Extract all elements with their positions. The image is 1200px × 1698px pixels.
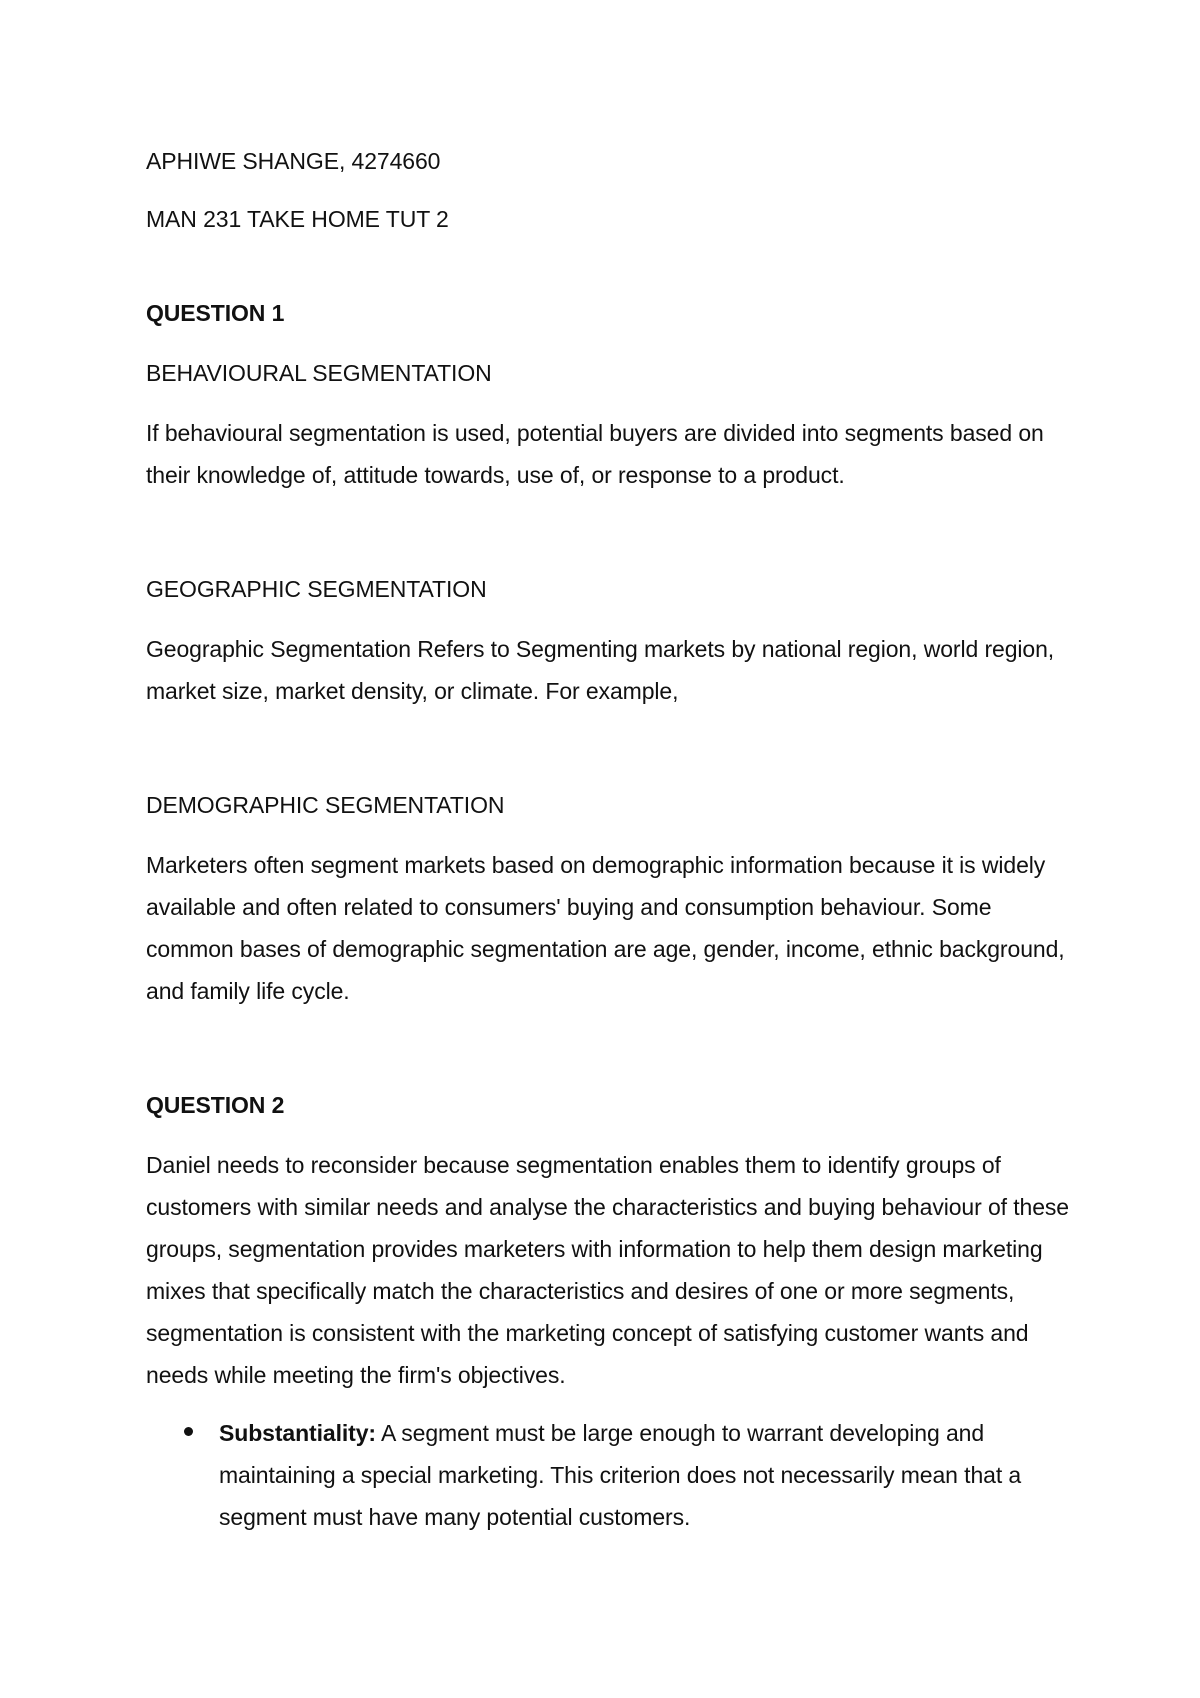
geographic-body: Geographic Segmentation Refers to Segmenting markets by national region, world region, market size, market density, or climate. For example, <box>146 636 1055 704</box>
behavioural-body: If behavioural segmentation is used, potential buyers are divided into segments based on their knowledge of, attitude towards, use of, or response to a product. <box>146 420 1044 488</box>
question-2-body: Daniel needs to reconsider because segmentation enables them to identify groups of customers with similar needs and analyse the characteristics and buying behaviour of these groups, segmentation provides marketers with information to help them design marketing mixes that specifically match the characteristics and desires of one or more segments, segmentation is consistent with the marketing concept of satisfying customer wants and needs while meeting the firm's objectives. <box>146 1152 1069 1388</box>
behavioural-heading: BEHAVIOURAL SEGMENTATION <box>146 360 492 386</box>
author-line: APHIWE SHANGE, 4274660 <box>146 148 441 174</box>
geographic-heading: GEOGRAPHIC SEGMENTATION <box>146 576 487 602</box>
document-content <box>146 140 1076 1538</box>
question-2-title: QUESTION 2 <box>146 1092 285 1118</box>
bullet-icon <box>184 1427 193 1436</box>
demographic-heading: DEMOGRAPHIC SEGMENTATION <box>146 792 505 818</box>
bullet-text: A segment must be large enough to warrant developing and maintaining a special marketing. This criterion does not necessarily mean that a segment must have many potential customers. <box>219 1420 1022 1530</box>
demographic-body: Marketers often segment markets based on demographic information because it is widely available and often related to consumers' buying and consumption behaviour. Some common bases of demographic segmentation are age, gender, income, ethnic background, and family life cycle. <box>146 852 1065 1004</box>
bullet-term: Substantiality: <box>219 1420 376 1446</box>
question-1-title: QUESTION 1 <box>146 300 285 326</box>
course-line: MAN 231 TAKE HOME TUT 2 <box>146 206 449 232</box>
criteria-list <box>146 1412 1076 1538</box>
list-item <box>146 1412 1076 1538</box>
